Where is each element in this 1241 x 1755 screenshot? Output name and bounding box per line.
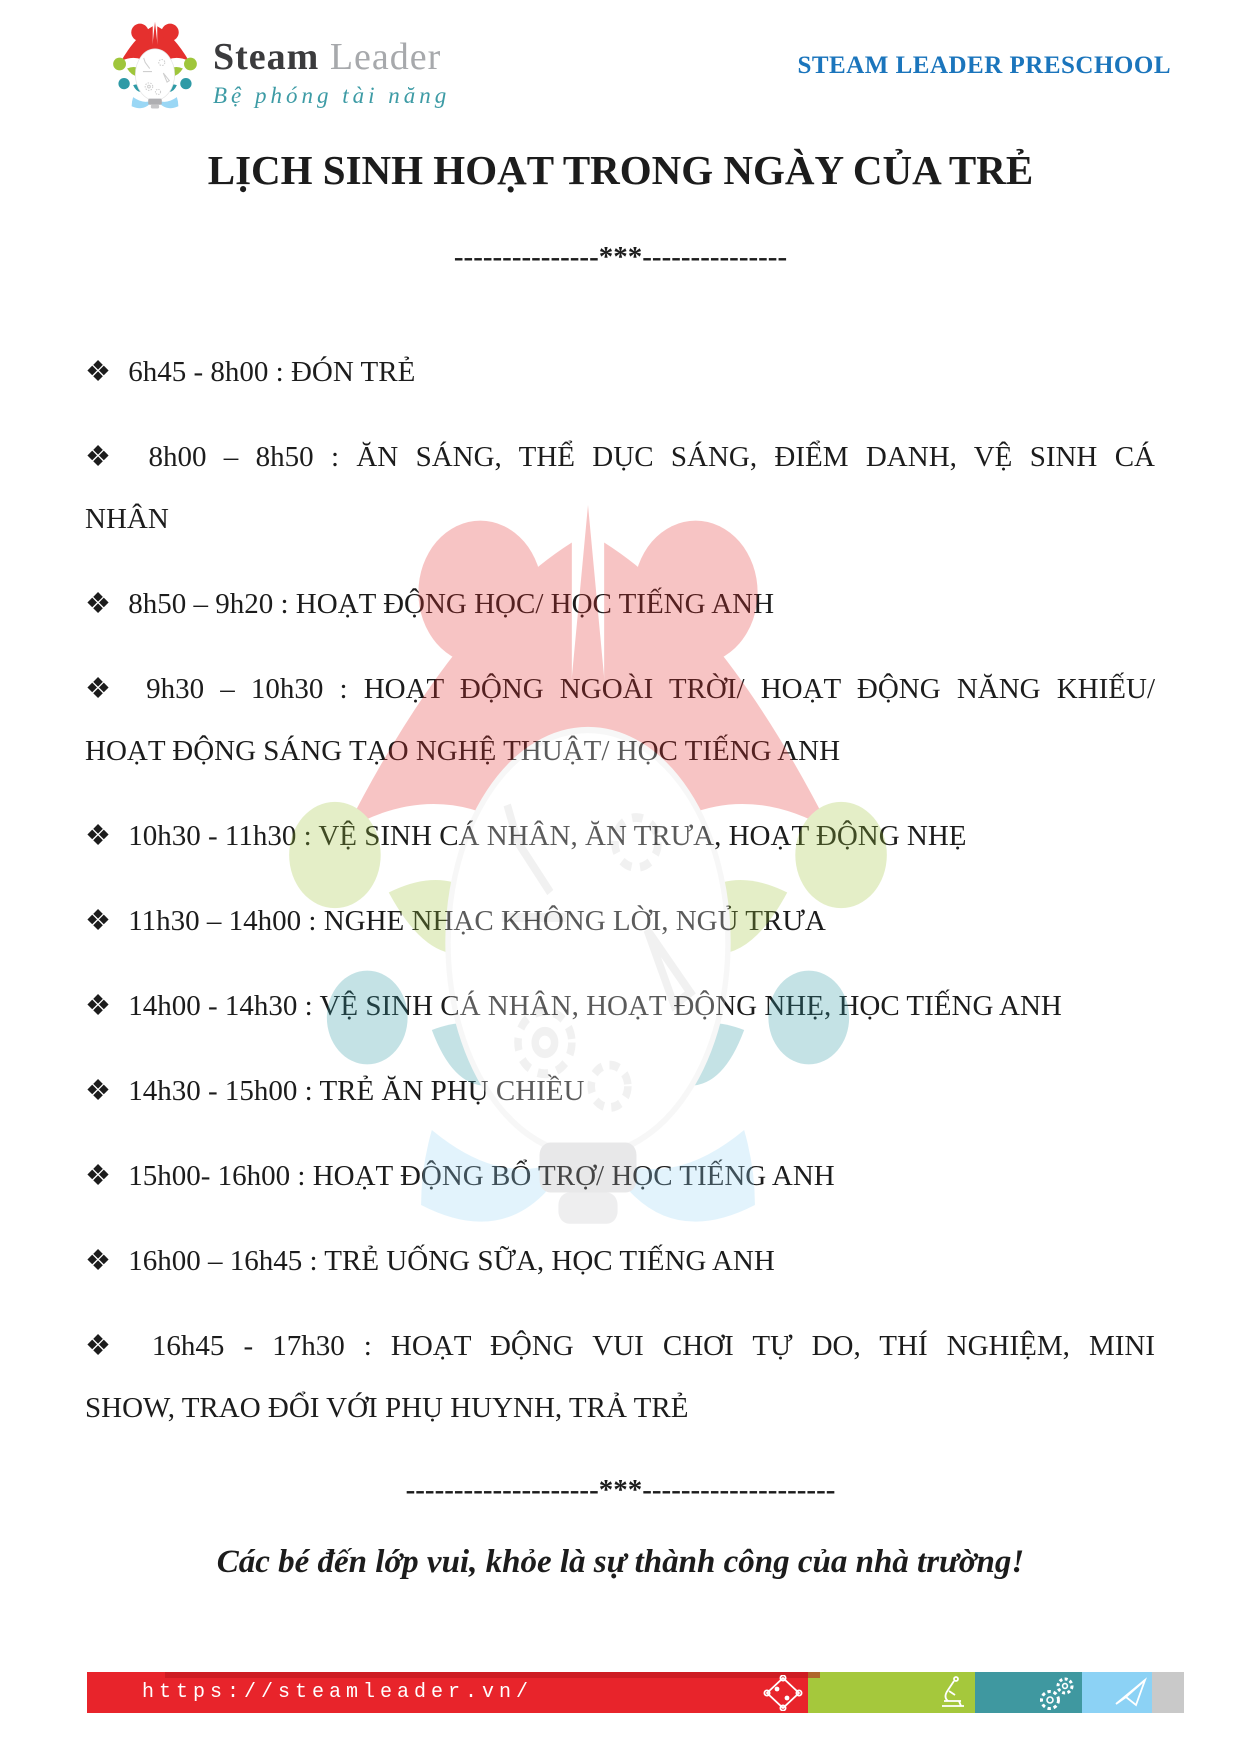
schedule-item-text: 8h50 – 9h20 : HOẠT ĐỘNG HỌC/ HỌC TIẾNG ANH [128,588,775,620]
diamond-bullet-icon: ❖ [85,905,111,937]
footer-segment-teal [975,1672,1082,1713]
schedule-item-text: 6h45 - 8h00 : ĐÓN TRẺ [128,356,416,388]
schedule-item [85,658,1155,782]
schedule-item [85,1230,1155,1292]
schedule-item-text: HOẠT ĐỘNG SÁNG TẠO NGHỆ THUẬT/ HỌC TIẾNG ANH [85,735,841,767]
schedule-item [85,890,1155,952]
gears-icon [1038,1675,1078,1711]
schedule-item [85,975,1155,1037]
schedule-item [85,805,1155,867]
schedule-item-text: 16h00 – 16h45 : TRẺ UỐNG SỮA, HỌC TIẾNG ANH [128,1245,775,1277]
divider-top: ---------------***--------------- [453,241,788,273]
schedule-item-text: SHOW, TRAO ĐỔI VỚI PHỤ HUYNH, TRẢ TRẺ [85,1392,689,1424]
diamond-bullet-icon: ❖ [85,1245,111,1277]
footer-segment-green [808,1672,975,1713]
diamond-bullet-icon: ❖ [85,588,111,620]
diamond-bullet-icon: ❖ [85,673,120,705]
schedule-item-text: 8h00 – 8h50 : ĂN SÁNG, THỂ DỤC SÁNG, ĐIỂM DANH, VỆ SINH CÁ [148,441,1155,473]
page-title: LỊCH SINH HOẠT TRONG NGÀY CỦA TRẺ [207,147,1034,193]
diamond-bullet-icon: ❖ [85,441,122,473]
paper-plane-icon [1112,1675,1148,1711]
brand-name [213,38,450,76]
diamond-bullet-icon: ❖ [85,990,111,1022]
footer-segment-lightblue [1082,1672,1152,1713]
footer-segment-gray [1152,1672,1184,1713]
schedule-item-text: 10h30 - 11h30 : VỆ SINH CÁ NHÂN, ĂN TRƯA, HOẠT ĐỘNG NHẸ [128,820,967,852]
diamond-bullet-icon: ❖ [85,1160,111,1192]
schedule-item-text: 14h30 - 15h00 : TRẺ ĂN PHỤ CHIỀU [128,1075,585,1107]
brand-name-steam: Steam [213,36,320,78]
schedule-item [85,573,1155,635]
diamond-bullet-icon: ❖ [85,820,111,852]
schedule-item [85,1145,1155,1207]
schedule-item-text: 15h00- 16h00 : HOẠT ĐỘNG BỔ TRỢ/ HỌC TIẾNG ANH [128,1160,835,1192]
school-name: STEAM LEADER PRESCHOOL [797,52,1171,79]
divider-bottom: --------------------***-------------------- [405,1474,836,1506]
molecule-icon [762,1675,804,1711]
schedule-item [85,341,1155,403]
diamond-bullet-icon: ❖ [85,356,111,388]
schedule-item-text: NHÂN [85,503,169,535]
steam-leader-logo-icon [106,14,204,114]
brand-name-leader: Leader [329,36,442,78]
brand-lockup [213,38,450,107]
schedule-item-text: 11h30 – 14h00 : NGHE NHẠC KHÔNG LỜI, NGỦ TRƯA [128,905,826,937]
diamond-bullet-icon: ❖ [85,1075,111,1107]
schedule-item [85,1060,1155,1122]
closing-note: Các bé đến lớp vui, khỏe là sự thành công của nhà trường! [216,1544,1025,1580]
diamond-bullet-icon: ❖ [85,1330,123,1362]
website-link[interactable]: https://steamleader.vn/ [142,1681,534,1704]
footer-bar [87,1672,1184,1713]
microscope-icon [935,1675,971,1711]
schedule-item-text: 9h30 – 10h30 : HOẠT ĐỘNG NGOÀI TRỜI/ HOẠT ĐỘNG NĂNG KHIẾU/ [146,673,1156,705]
footer-segment-red [87,1672,808,1713]
brand-tagline: Bệ phóng tài năng [213,83,451,108]
schedule-item [85,1315,1155,1439]
schedule-item-text: 16h45 - 17h30 : HOẠT ĐỘNG VUI CHƠI TỰ DO, THÍ NGHIỆM, MINI [151,1330,1156,1362]
schedule-item-text: 14h00 - 14h30 : VỆ SINH CÁ NHÂN, HOẠT ĐỘNG NHẸ, HỌC TIẾNG ANH [128,990,1062,1022]
schedule-list [85,341,1155,1439]
schedule-item [85,426,1155,550]
